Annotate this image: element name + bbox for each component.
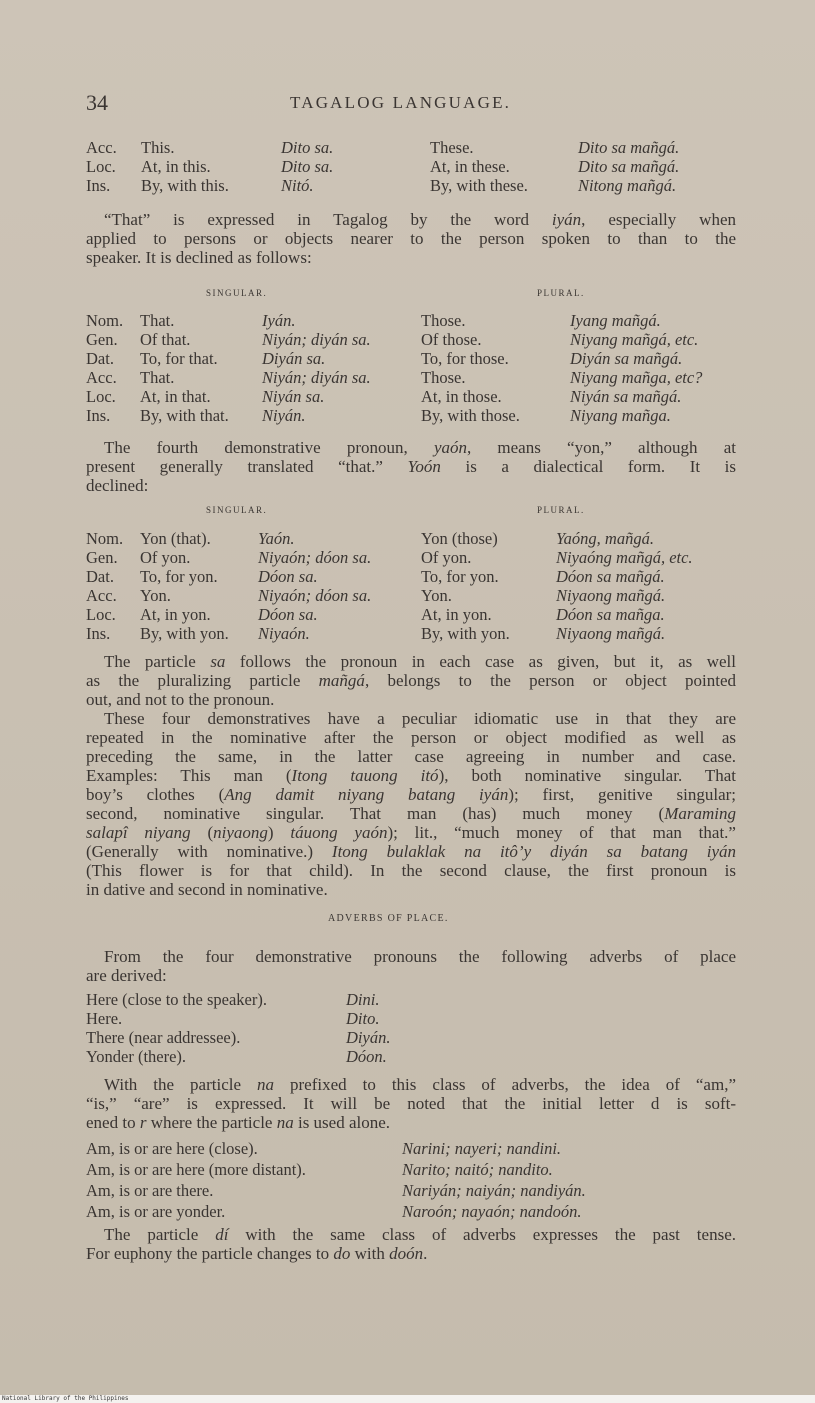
plural-tagalog-cell: Dito sa mañgá. bbox=[578, 157, 680, 176]
singular-english-cell: By, with that. bbox=[140, 406, 229, 425]
am-tagalog-cell: Narini; nayeri; nandini. bbox=[402, 1139, 562, 1158]
case-cell: Gen. bbox=[86, 548, 118, 567]
singular-english-cell: At, in that. bbox=[140, 387, 211, 406]
plural-tagalog-cell: Diyán sa mañgá. bbox=[570, 349, 683, 368]
paragraph-idiom: These four demonstratives have a peculiar idiomatic use in that they are repeated in the nominative after the person or object modified as well as preceding the same, in the latter case agreeing in number and case. Examples: This man (Itong tauong itó), both nominative singular. That boy’s clothes (Ang damit niyang batang iyán); first, genitive singular; second, nominative singular. That man (has) much money (Maraming salapî niyang (niyaong) táuong yaón); lit., “much money of that man that.” (Generally with nominative.) Itong bulaklak na itô’y diyán sa batang iyán (This flower is for that child). In the second clause, the first pronoun is in dative and second in nominative. bbox=[86, 709, 737, 899]
label-singular-2: SINGULAR. bbox=[206, 505, 268, 515]
adverb-english-cell: Here. bbox=[86, 1009, 123, 1028]
am-tagalog-cell: Naroón; nayaón; nandoón. bbox=[402, 1202, 582, 1221]
am-english-cell: Am, is or are there. bbox=[86, 1181, 214, 1200]
plural-tagalog-cell: Nitong mañgá. bbox=[578, 176, 677, 195]
adverb-english-cell: There (near addressee). bbox=[86, 1028, 241, 1047]
plural-tagalog-cell: Niyaóng mañgá, etc. bbox=[556, 548, 693, 567]
adverb-tagalog-cell: Dito. bbox=[346, 1009, 380, 1028]
label-plural-2: PLURAL. bbox=[537, 505, 585, 515]
paragraph-fourth: The fourth demonstrative pronoun, yaón, means “yon,” although at present generally translated “that.” Yoón is a dialectical form. It is declined: bbox=[86, 438, 737, 495]
plural-tagalog-cell: Dito sa mañgá. bbox=[578, 138, 680, 157]
singular-tagalog-cell: Yaón. bbox=[258, 529, 295, 548]
plural-english-cell: To, for yon. bbox=[421, 567, 499, 586]
label-singular-1: SINGULAR. bbox=[206, 288, 268, 298]
adverb-tagalog-cell: Diyán. bbox=[346, 1028, 391, 1047]
plural-tagalog-cell: Niyang mañgá, etc. bbox=[570, 330, 699, 349]
singular-tagalog-cell: Niyán. bbox=[262, 406, 306, 425]
case-cell: Acc. bbox=[86, 586, 117, 605]
paragraph-adverbs: From the four demonstrative pronouns the following adverbs of place are derived: bbox=[86, 947, 736, 985]
singular-english-cell: Yon. bbox=[140, 586, 171, 605]
plural-english-cell: At, in yon. bbox=[421, 605, 492, 624]
plural-english-cell: At, in these. bbox=[430, 157, 510, 176]
singular-english-cell: At, in yon. bbox=[140, 605, 211, 624]
singular-tagalog-cell: Dóon sa. bbox=[258, 567, 318, 586]
adverb-english-cell: Here (close to the speaker). bbox=[86, 990, 267, 1009]
singular-tagalog-cell: Iyán. bbox=[262, 311, 296, 330]
plural-english-cell: By, with yon. bbox=[421, 624, 510, 643]
paragraph-particle: The particle sa follows the pronoun in each case as given, but it, as well as the pluralizing particle mañgá, belongs to the person or object pointed out, and not to the pronoun. bbox=[86, 652, 737, 709]
plural-english-cell: Of those. bbox=[421, 330, 482, 349]
plural-tagalog-cell: Niyán sa mañgá. bbox=[570, 387, 682, 406]
singular-english-cell: Of that. bbox=[140, 330, 191, 349]
case-cell: Gen. bbox=[86, 330, 118, 349]
singular-english-cell: To, for that. bbox=[140, 349, 218, 368]
plural-tagalog-cell: Iyang mañgá. bbox=[570, 311, 661, 330]
section-title: ADVERBS OF PLACE. bbox=[328, 913, 449, 924]
adverb-tagalog-cell: Dini. bbox=[346, 990, 380, 1009]
case-cell: Acc. bbox=[86, 138, 117, 157]
singular-tagalog-cell: Nitó. bbox=[281, 176, 314, 195]
singular-english-cell: Yon (that). bbox=[140, 529, 211, 548]
am-tagalog-cell: Nariyán; naiyán; nandiyán. bbox=[402, 1181, 586, 1200]
singular-tagalog-cell: Diyán sa. bbox=[262, 349, 326, 368]
singular-english-cell: Of yon. bbox=[140, 548, 191, 567]
case-cell: Acc. bbox=[86, 368, 117, 387]
case-cell: Ins. bbox=[86, 406, 111, 425]
singular-english-cell: This. bbox=[141, 138, 175, 157]
plural-english-cell: Those. bbox=[421, 368, 466, 387]
plural-english-cell: Those. bbox=[421, 311, 466, 330]
plural-tagalog-cell: Dóon sa mañgá. bbox=[556, 567, 665, 586]
case-cell: Ins. bbox=[86, 176, 111, 195]
case-cell: Dat. bbox=[86, 567, 114, 586]
plural-english-cell: Yon. bbox=[421, 586, 452, 605]
case-cell: Nom. bbox=[86, 311, 124, 330]
plural-english-cell: By, with those. bbox=[421, 406, 520, 425]
case-cell: Loc. bbox=[86, 387, 116, 406]
plural-tagalog-cell: Niyang mañga. bbox=[570, 406, 671, 425]
plural-tagalog-cell: Yaóng, mañgá. bbox=[556, 529, 654, 548]
singular-english-cell: By, with yon. bbox=[140, 624, 229, 643]
singular-tagalog-cell: Niyán; diyán sa. bbox=[262, 330, 371, 349]
plural-english-cell: Yon (those) bbox=[421, 529, 498, 548]
case-cell: Loc. bbox=[86, 157, 116, 176]
am-english-cell: Am, is or are here (close). bbox=[86, 1139, 258, 1158]
plural-tagalog-cell: Niyaong mañgá. bbox=[556, 586, 666, 605]
am-english-cell: Am, is or are yonder. bbox=[86, 1202, 226, 1221]
singular-english-cell: To, for yon. bbox=[140, 567, 218, 586]
singular-tagalog-cell: Niyán; diyán sa. bbox=[262, 368, 371, 387]
adverb-english-cell: Yonder (there). bbox=[86, 1047, 187, 1066]
running-title: TAGALOG LANGUAGE. bbox=[290, 93, 512, 112]
case-cell: Nom. bbox=[86, 529, 124, 548]
am-english-cell: Am, is or are here (more distant). bbox=[86, 1160, 306, 1179]
singular-tagalog-cell: Niyán sa. bbox=[262, 387, 325, 406]
plural-english-cell: To, for those. bbox=[421, 349, 509, 368]
singular-tagalog-cell: Niyaón; dóon sa. bbox=[258, 548, 372, 567]
singular-english-cell: That. bbox=[140, 311, 175, 330]
footer-credit: National Library of the Philippines bbox=[2, 1395, 129, 1402]
plural-english-cell: Of yon. bbox=[421, 548, 472, 567]
case-cell: Ins. bbox=[86, 624, 111, 643]
case-cell: Loc. bbox=[86, 605, 116, 624]
singular-tagalog-cell: Dito sa. bbox=[281, 157, 334, 176]
plural-english-cell: By, with these. bbox=[430, 176, 528, 195]
plural-tagalog-cell: Dóon sa mañga. bbox=[556, 605, 665, 624]
plural-english-cell: At, in those. bbox=[421, 387, 502, 406]
paragraph-na: With the particle na prefixed to this class of adverbs, the idea of “am,” “is,” “are” is expressed. It will be noted that the initial letter d is soft- ened to r where the particle na is used alone. bbox=[86, 1075, 736, 1132]
page-number: 34 bbox=[86, 90, 108, 115]
plural-tagalog-cell: Niyang mañga, etc? bbox=[570, 368, 703, 387]
singular-english-cell: By, with this. bbox=[141, 176, 229, 195]
singular-english-cell: At, in this. bbox=[141, 157, 211, 176]
paragraph-that: “That” is expressed in Tagalog by the word iyán, especially when applied to persons or objects nearer to the person spoken to than to the speaker. It is declined as follows: bbox=[86, 210, 736, 267]
singular-tagalog-cell: Niyaón. bbox=[258, 624, 310, 643]
singular-tagalog-cell: Niyaón; dóon sa. bbox=[258, 586, 372, 605]
plural-english-cell: These. bbox=[430, 138, 474, 157]
singular-tagalog-cell: Dito sa. bbox=[281, 138, 334, 157]
singular-english-cell: That. bbox=[140, 368, 175, 387]
singular-tagalog-cell: Dóon sa. bbox=[258, 605, 318, 624]
label-plural-1: PLURAL. bbox=[537, 288, 585, 298]
am-tagalog-cell: Narito; naitó; nandito. bbox=[402, 1160, 553, 1179]
plural-tagalog-cell: Niyaong mañgá. bbox=[556, 624, 666, 643]
adverb-tagalog-cell: Dóon. bbox=[346, 1047, 387, 1066]
case-cell: Dat. bbox=[86, 349, 114, 368]
paragraph-di: The particle dí with the same class of adverbs expresses the past tense. For euphony the particle changes to do with doón. bbox=[86, 1225, 736, 1263]
